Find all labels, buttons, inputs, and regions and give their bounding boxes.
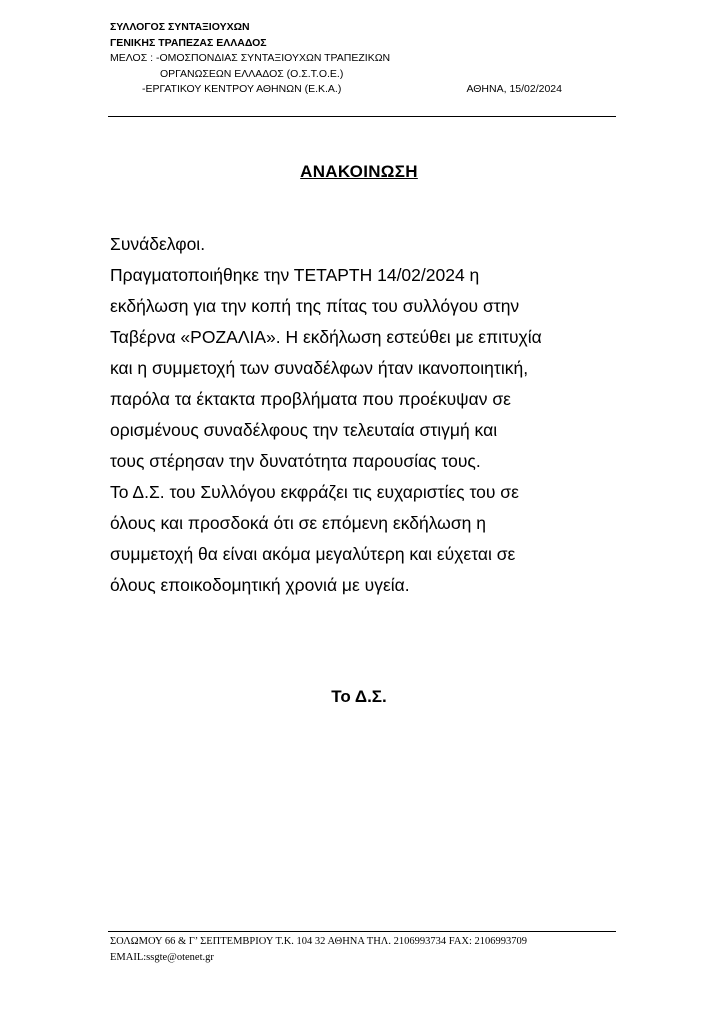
body-line: ορισμένους συναδέλφους την τελευταία στιγμή και	[110, 420, 498, 440]
body-line: παρόλα τα έκτακτα προβλήματα που προέκυψαν σε	[110, 389, 511, 409]
letterhead	[110, 20, 616, 98]
membership-date-row	[110, 82, 616, 98]
body-line: όλους εποικοδομητική χρονιά με υγεία.	[110, 575, 410, 595]
footer-divider	[108, 931, 616, 932]
organization-name: ΣΥΛΛΟΓΟΣ ΣΥΝΤΑΞΙΟΥΧΩΝ	[110, 21, 250, 33]
membership-line-2: ΟΡΓΑΝΩΣΕΩΝ ΕΛΛΑΔΟΣ (Ο.Σ.Τ.Ο.Ε.)	[160, 67, 344, 80]
body-line: τους στέρησαν την δυνατότητα παρουσίας τους.	[110, 451, 481, 471]
body-line: Ταβέρνα «ΡΟΖΑΛΙΑ». Η εκδήλωση εστεύθει με επιτυχία	[110, 327, 542, 347]
footer-address: ΣΟΛΩΜΟΥ 66 & Γ’ ΣΕΠΤΕΜΒΡΙΟΥ Τ.Κ. 104 32 ΑΘΗΝΑ ΤΗΛ. 2106993734 FAX: 2106993709	[110, 936, 528, 947]
body-line: Συνάδελφοι.	[110, 234, 206, 254]
organization-bank: ΓΕΝΙΚΗΣ ΤΡΑΠΕΖΑΣ ΕΛΛΑΔΟΣ	[110, 36, 267, 49]
header-divider	[108, 116, 616, 117]
footer-email: EMAIL:ssgte@otenet.gr	[110, 952, 214, 963]
announcement-title: ΑΝΑΚΟΙΝΩΣΗ	[300, 162, 418, 181]
body-line: εκδήλωση για την κοπή της πίτας του συλλόγου στην	[110, 296, 520, 316]
announcement-body	[110, 229, 610, 601]
signature: Το Δ.Σ.	[331, 687, 387, 706]
membership-line-1: ΜΕΛΟΣ : -ΟΜΟΣΠΟΝΔΙΑΣ ΣΥΝΤΑΞΙΟΥΧΩΝ ΤΡΑΠΕΖΙΚΩΝ	[110, 52, 391, 64]
body-line: όλους και προσδοκά ότι σε επόμενη εκδήλωση η	[110, 513, 486, 533]
body-line: συμμετοχή θα είναι ακόμα μεγαλύτερη και εύχεται σε	[110, 544, 516, 564]
footer	[110, 934, 620, 966]
membership-line-3: -ΕΡΓΑΤΙΚΟΥ ΚΕΝΤΡΟΥ ΑΘΗΝΩΝ (Ε.Κ.Α.)	[142, 83, 342, 95]
place-date: ΑΘΗΝΑ, 15/02/2024	[466, 83, 562, 95]
body-line: Πραγματοποιήθηκε την ΤΕΤΑΡΤΗ 14/02/2024 η	[110, 265, 480, 285]
body-line: και η συμμετοχή των συναδέλφων ήταν ικανοποιητική,	[110, 358, 529, 378]
body-line: Το Δ.Σ. του Συλλόγου εκφράζει τις ευχαριστίες του σε	[110, 482, 519, 502]
